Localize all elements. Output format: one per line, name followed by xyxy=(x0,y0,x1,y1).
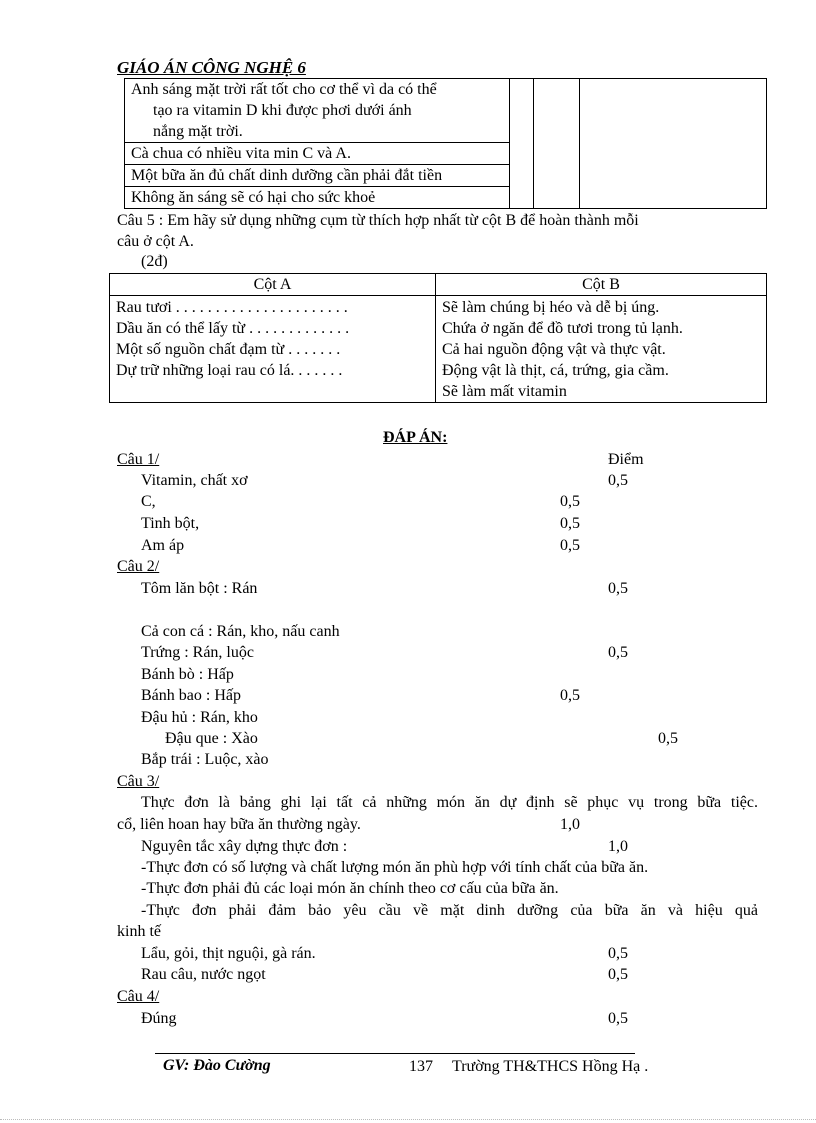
answer-text: Cả con cá : Rán, kho, nấu canh xyxy=(141,623,340,640)
statement-cell: Không ăn sáng sẽ có hại cho sức khoẻ xyxy=(125,187,510,209)
column-a-item: Rau tươi . . . . . . . . . . . . . . . . . . . . . . xyxy=(116,299,348,316)
statement-cell: Một bữa ăn đủ chất dinh dưỡng cần phải đắt tiền xyxy=(125,165,510,187)
question-5-points: (2đ) xyxy=(141,253,168,270)
answer-text: Đậu hủ : Rán, kho xyxy=(141,709,258,726)
answer-score: 0,5 xyxy=(608,966,628,983)
answer-3-paragraph: cổ, liên hoan hay bữa ăn thường ngày. xyxy=(117,816,361,833)
statement-cell xyxy=(125,79,510,143)
answer-text: Đậu que : Xào xyxy=(165,730,258,747)
answer-3-bullet: kinh tế xyxy=(117,923,161,940)
answer-text: Rau câu, nước ngọt xyxy=(141,966,266,983)
column-a-item: Một số nguồn chất đạm từ . . . . . . . xyxy=(116,341,341,358)
answer-score: 1,0 xyxy=(560,816,580,833)
column-b-header: Cột B xyxy=(436,274,767,296)
column-b-item: Chứa ở ngăn để đồ tươi trong tủ lạnh. xyxy=(442,320,683,337)
answer-text: Trứng : Rán, luộc xyxy=(141,644,254,661)
true-false-table xyxy=(124,78,767,209)
answer-score: 0,5 xyxy=(608,580,628,597)
table-row xyxy=(110,296,767,403)
answer-text: Lẩu, gỏi, thịt nguội, gà rán. xyxy=(141,945,316,962)
answer-cell-false xyxy=(534,79,580,209)
answer-3-bullet: -Thực đơn phải đủ các loại món ăn chính theo cơ cấu của bữa ăn. xyxy=(141,880,559,897)
statement-text: Anh sáng mặt trời rất tốt cho cơ thể vì da có thể xyxy=(131,81,437,98)
column-b-item: Sẽ làm chúng bị héo và dễ bị úng. xyxy=(442,299,660,316)
page-bottom-edge xyxy=(0,1119,816,1120)
answer-text: Vitamin, chất xơ xyxy=(141,472,248,489)
statement-text: tạo ra vitamin D khi được phơi dưới ánh xyxy=(153,102,412,119)
answer-cell-note xyxy=(580,79,767,209)
answer-text: Tinh bột, xyxy=(141,515,200,532)
answer-text: Am áp xyxy=(141,537,185,554)
answer-text: C, xyxy=(141,493,156,510)
answer-score: 0,5 xyxy=(560,687,580,704)
column-b-item: Sẽ làm mất vitamin xyxy=(442,383,567,400)
answer-score: 0,5 xyxy=(560,515,580,532)
footer-divider xyxy=(155,1053,635,1054)
column-b-cell xyxy=(436,296,767,403)
statement-cell: Cà chua có nhiều vita min C và A. xyxy=(125,143,510,165)
page-header-title: GIÁO ÁN CÔNG NGHỆ 6 xyxy=(117,58,306,77)
statement-text: nắng mặt trời. xyxy=(153,123,243,140)
answer-key-title: ĐÁP ÁN: xyxy=(383,429,448,446)
answer-3-label: Câu 3/ xyxy=(117,773,160,790)
answer-score: 0,5 xyxy=(560,493,580,510)
answer-4-label: Câu 4/ xyxy=(117,988,160,1005)
column-a-item: Dầu ăn có thể lấy từ . . . . . . . . . . . . . xyxy=(116,320,350,337)
footer-teacher: GV: Đào Cường xyxy=(163,1057,271,1074)
question-5-line-1: Câu 5 : Em hãy sử dụng những cụm từ thích hợp nhất từ cột B để hoàn thành mỗi xyxy=(117,212,639,229)
answer-score: 0,5 xyxy=(560,537,580,554)
table-row xyxy=(125,79,767,143)
answer-text: Bắp trái : Luộc, xào xyxy=(141,751,269,768)
answer-3-bullet: -Thực đơn phải đảm bảo yêu cầu về mặt dinh dưỡng của bữa ăn và hiệu quả xyxy=(141,902,758,919)
answer-cell-true xyxy=(510,79,534,209)
column-a-item: Dự trữ những loại rau có lá. . . . . . . xyxy=(116,362,343,379)
matching-table xyxy=(109,273,767,403)
answer-score: 0,5 xyxy=(608,644,628,661)
answer-3-principle: Nguyên tắc xây dựng thực đơn : xyxy=(141,838,348,855)
answer-score: 0,5 xyxy=(658,730,678,747)
answer-score: 0,5 xyxy=(608,945,628,962)
answer-3-bullet: -Thực đơn có số lượng và chất lượng món ăn phù hợp với tính chất của bữa ăn. xyxy=(141,859,649,876)
column-b-item: Động vật là thịt, cá, trứng, gia cầm. xyxy=(442,362,669,379)
answer-text: Đúng xyxy=(141,1010,177,1027)
answer-text: Tôm lăn bột : Rán xyxy=(141,580,258,597)
footer-school: Trường TH&THCS Hồng Hạ . xyxy=(452,1058,649,1075)
question-5-line-2: câu ở cột A. xyxy=(117,233,194,250)
answer-text: Bánh bao : Hấp xyxy=(141,687,241,704)
answer-score: 0,5 xyxy=(608,1010,628,1027)
answer-score: 1,0 xyxy=(608,838,628,855)
answer-3-paragraph: Thực đơn là bảng ghi lại tất cả những món ăn dự định sẽ phục vụ trong bữa tiệc. xyxy=(141,794,758,811)
footer-page-number: 137 xyxy=(409,1058,433,1075)
answer-1-label: Câu 1/ xyxy=(117,451,160,468)
column-b-item: Cả hai nguồn động vật và thực vật. xyxy=(442,341,666,358)
score-column-header: Điểm xyxy=(608,451,644,468)
table-header-row xyxy=(110,274,767,296)
answer-text: Bánh bò : Hấp xyxy=(141,666,234,683)
answer-score: 0,5 xyxy=(608,472,628,489)
answer-2-label: Câu 2/ xyxy=(117,558,160,575)
column-a-header: Cột A xyxy=(110,274,436,296)
column-a-cell xyxy=(110,296,436,403)
